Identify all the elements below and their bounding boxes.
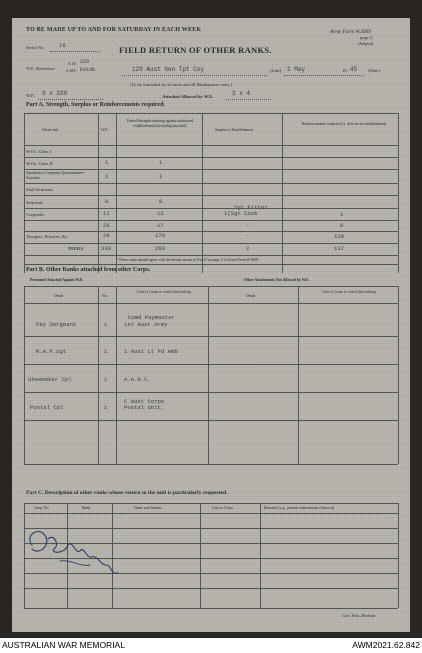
part-c-top-rule <box>24 503 398 504</box>
date-line <box>284 75 364 76</box>
attached-unit: A.A.O.C. <box>124 376 151 383</box>
col-reinforcements-header: Reinforcements required (i.e. deficits on establishment) <box>301 122 387 126</box>
we-reference-label: W.E. Reference <box>26 66 55 71</box>
attached-no: 1 <box>104 404 108 411</box>
row-surplus: 1(Sgt Cook <box>224 210 258 217</box>
row-label: Squadron or Company Quartermaster-Serjeants <box>26 171 85 180</box>
row-label: Staff Serjeants <box>26 187 53 192</box>
attached-line <box>226 99 271 100</box>
form-title: FIELD RETURN OF OTHER RANKS. <box>119 45 272 55</box>
part-b-row-rule <box>24 420 398 421</box>
part-b-row-rule <box>24 364 398 365</box>
part-b-top-rule <box>24 286 398 287</box>
part-a-col-rule <box>116 113 117 273</box>
part-c-col-rule <box>260 503 261 608</box>
attached-no: 1 <box>104 348 108 355</box>
part-b-row-rule <box>24 392 398 393</box>
attached-unit-line2: Postal Unit. <box>124 404 165 411</box>
archive-caption-left: AUSTRALIAN WAR MEMORIAL <box>2 640 125 650</box>
amf-label: A.M.F. <box>66 69 77 73</box>
part-b-col-rule <box>116 286 117 464</box>
part-a-col-rule <box>202 113 203 273</box>
unit-value: 129 Aust Gen Tpt Coy <box>132 66 205 73</box>
part-c-row-rule <box>24 588 398 589</box>
row-rule <box>24 243 398 244</box>
part-b-bottom-rule <box>24 464 398 465</box>
printer-imprint: Govt. Print., Brisbane. <box>342 614 377 618</box>
attached-unit: 1 Aust Lt Fd Amb <box>124 348 178 355</box>
col-detail-header: Detail and <box>42 128 58 132</box>
attached-label: Attached Allowed by W.E. <box>162 94 214 99</box>
row-reinf: 128 <box>334 233 345 240</box>
row-rule <box>24 183 398 184</box>
serial-value: 16 <box>59 42 66 49</box>
date-year-prefix: 19 <box>342 68 347 73</box>
col-surplus-header: Surplus to Establishment <box>215 128 253 132</box>
part-c-title: Part C. Description of other ranks whose return to the unit is particularly requested. <box>26 490 228 496</box>
row-rule <box>24 220 398 221</box>
attached-detail: Postal Cpl <box>30 404 64 411</box>
total-posted: 203 <box>155 245 166 252</box>
part-b-col-rule <box>208 286 209 464</box>
row-surplus: Sgt Fitter <box>234 204 268 211</box>
total-surplus: 2 <box>246 245 250 252</box>
part-c-col-army-no: Army No. <box>34 506 50 510</box>
totals-label: TOTALS <box>68 247 84 251</box>
row-label: Troopers, Privates, &c. <box>26 234 69 239</box>
part-c-right-rule <box>398 503 399 608</box>
header-note: TO BE MADE UP TO AND FOR SATURDAY IN EACH WEEK <box>26 27 202 33</box>
row-rule <box>24 231 398 232</box>
attached-no: 1 <box>104 321 108 328</box>
col-posted-header: Posted Strength-omitting against authorised establishment (excluding attached) <box>126 119 194 128</box>
part-a-right-rule <box>398 113 399 273</box>
part-b-right-rule <box>398 286 399 464</box>
part-b-title: Part B. Other Ranks attached from other Corps. <box>26 267 151 273</box>
we-line <box>38 99 103 100</box>
row-surplus: - <box>246 222 250 229</box>
serial-label: Serial No. <box>26 45 45 50</box>
attached-detail: R.A.P.Sgt <box>36 348 67 355</box>
part-c-col-remarks: Remarks (e.g., present whereabouts if known). <box>264 506 335 510</box>
row-we: 1 <box>105 159 109 166</box>
army-form-number: Army Form W.3009 <box>330 29 371 35</box>
date-label: (Date). <box>368 68 381 73</box>
row-label: W.Os. Class II. <box>26 161 54 166</box>
we-label: W.E. <box>26 93 36 98</box>
row-we: 11 <box>103 210 110 217</box>
attached-value: 3 x 4 <box>232 90 251 97</box>
part-b-col-rule <box>98 286 99 464</box>
total-reinf: 137 <box>334 245 345 252</box>
form-adopted: (Adopted) <box>358 42 374 46</box>
row-label: Serjeants <box>26 200 43 205</box>
row-rule <box>24 208 398 209</box>
part-b-row-rule <box>24 336 398 337</box>
row-reinf: 1 <box>340 211 344 218</box>
row-posted: 17 <box>157 222 164 229</box>
attached-unit-line2: 1st Aust Army <box>124 321 168 328</box>
we-value: 9 x 330 <box>42 90 68 97</box>
part-a-bottom-rule <box>24 264 398 265</box>
part-b-col-rule <box>298 286 299 464</box>
part-a-header-rule <box>24 145 398 146</box>
row-we: 26 <box>103 222 110 229</box>
part-c-bottom-rule <box>24 608 398 609</box>
part-c-col-rank: Rank. <box>82 506 91 510</box>
row-posted: 1 <box>159 173 163 180</box>
unit-label: (Unit) <box>270 68 282 73</box>
part-a-footnote: * These totals should agree with the details shown in Part D on page 2 of Army Form W.3009. <box>116 258 260 262</box>
row-posted: 8 <box>159 198 163 205</box>
amf-value: Estab <box>80 67 96 73</box>
serial-line <box>50 51 100 52</box>
row-rule <box>24 157 398 158</box>
date-day: 1 May <box>287 66 306 73</box>
part-a-title: Part A. Strength, Surplus or Reinforcements required. <box>26 102 165 108</box>
row-rule <box>24 169 398 170</box>
attached-detail: Pay Sergeant <box>36 321 77 328</box>
part-a-col-rule <box>98 113 99 273</box>
row-posted: 12 <box>157 210 164 217</box>
totals-rule <box>24 255 398 256</box>
archive-caption-right: AWM2021.62.842 <box>352 640 420 650</box>
part-c-col-unit: Unit or Corps. <box>212 506 234 510</box>
row-posted: 170 <box>155 232 166 239</box>
part-a-col-rule <box>282 113 283 273</box>
row-reinf: 8 <box>340 222 344 229</box>
part-b-left-rule <box>24 286 25 464</box>
part-b-left-heading: Personnel Attached Against W.E. <box>30 278 84 282</box>
row-we: 26 <box>103 232 110 239</box>
part-b-col-detail-2: Detail <box>246 294 256 298</box>
part-a-left-rule <box>24 113 25 273</box>
row-rule <box>24 195 398 196</box>
furnish-note: (To be furnished by all units and all Headquarter units.) <box>130 82 232 87</box>
attached-unit: C Aust Corps <box>124 398 165 405</box>
row-label: W.Os. Class I. <box>26 149 53 154</box>
unit-line <box>122 75 267 76</box>
part-b-right-heading: Other Attachments Not Allowed by W.E. <box>244 278 310 282</box>
col-we-header: W.E. <box>101 128 109 132</box>
row-we: 8 <box>105 198 109 205</box>
form-page: (page 1) <box>360 36 373 40</box>
aif-label: A.I.F. <box>68 62 77 66</box>
row-posted: 1 <box>159 159 163 166</box>
part-b-col-no: No. <box>102 294 108 298</box>
part-c-col-name: Name and Initials. <box>134 506 162 510</box>
part-b-header-rule <box>24 303 398 304</box>
row-surplus: - <box>246 232 250 239</box>
attached-detail: Shoemaker Cpl <box>28 376 72 383</box>
part-a-top-rule <box>24 113 398 114</box>
part-c-col-rule <box>200 503 201 608</box>
part-b-col-unit-2: Unit or Corps to which they belong <box>322 290 376 294</box>
date-year: 45 <box>350 66 358 73</box>
aif-value: 329 <box>80 59 90 65</box>
row-label: Corporals <box>26 212 45 217</box>
total-we: 330 <box>101 245 112 252</box>
signature-scribble <box>20 515 130 585</box>
part-c-header-rule <box>24 513 398 514</box>
attached-unit: Comd Paymaster <box>128 314 175 321</box>
attached-no: 1 <box>104 376 108 383</box>
part-b-col-detail: Detail <box>54 294 64 298</box>
part-b-col-unit: Unit or Corps to which they belong <box>137 290 191 294</box>
row-we: 1 <box>105 173 109 180</box>
